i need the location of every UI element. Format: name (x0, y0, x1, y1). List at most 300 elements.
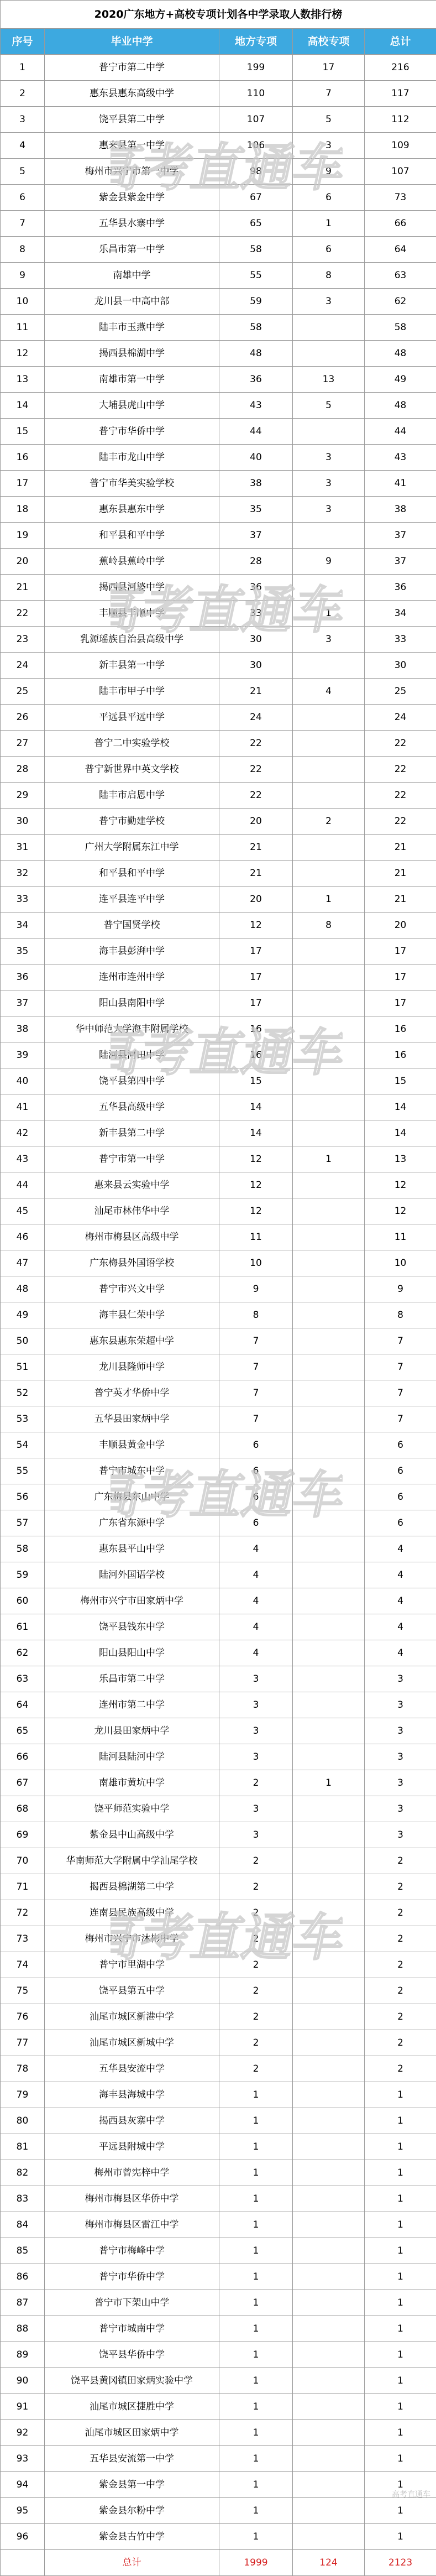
table-row (1, 912, 436, 938)
table-row (1, 705, 436, 731)
row-local: 48 (219, 341, 293, 367)
row-univ (293, 2030, 365, 2056)
row-school: 汕尾市城区新城中学 (45, 2030, 219, 2056)
row-school: 惠东县惠东中学 (45, 497, 219, 523)
row-total: 1 (365, 2394, 436, 2420)
row-total: 38 (365, 497, 436, 523)
table-row (1, 2108, 436, 2134)
row-univ (293, 1016, 365, 1042)
row-univ (293, 1692, 365, 1718)
row-total: 13 (365, 1146, 436, 1172)
row-total: 24 (365, 705, 436, 731)
table-row (1, 2004, 436, 2030)
table-row (1, 81, 436, 107)
row-univ (293, 861, 365, 887)
row-total: 6 (365, 1458, 436, 1484)
row-school: 南雄中学 (45, 263, 219, 289)
row-no: 94 (1, 2472, 45, 2498)
row-local: 30 (219, 627, 293, 653)
row-total: 11 (365, 1224, 436, 1250)
row-univ (293, 1926, 365, 1952)
row-school: 惠来县第一中学 (45, 133, 219, 159)
row-school: 紫金县古竹中学 (45, 2524, 219, 2550)
row-no: 11 (1, 315, 45, 341)
table-row (1, 1692, 436, 1718)
row-univ: 3 (293, 289, 365, 315)
row-local: 35 (219, 497, 293, 523)
table-row (1, 471, 436, 497)
row-no: 88 (1, 2316, 45, 2342)
row-school: 乐昌市第二中学 (45, 1666, 219, 1692)
row-total: 2 (365, 1978, 436, 2004)
row-school: 揭西县河婆中学 (45, 575, 219, 601)
row-univ (293, 757, 365, 783)
row-school: 五华县高级中学 (45, 1094, 219, 1120)
row-school: 普宁市第二中学 (45, 55, 219, 81)
row-local: 58 (219, 315, 293, 341)
row-no: 13 (1, 367, 45, 393)
row-total: 107 (365, 159, 436, 185)
table-row (1, 523, 436, 549)
row-total: 25 (365, 679, 436, 705)
row-univ: 3 (293, 445, 365, 471)
row-local: 17 (219, 938, 293, 964)
row-univ (293, 2316, 365, 2342)
table-row (1, 1562, 436, 1588)
row-no: 4 (1, 133, 45, 159)
row-univ: 6 (293, 237, 365, 263)
row-local: 16 (219, 1016, 293, 1042)
table-row (1, 289, 436, 315)
row-total: 2 (365, 1926, 436, 1952)
row-local: 12 (219, 1172, 293, 1198)
row-univ (293, 1198, 365, 1224)
row-school: 汕尾市林伟华中学 (45, 1198, 219, 1224)
row-total: 3 (365, 1744, 436, 1770)
row-total: 22 (365, 731, 436, 757)
row-school: 揭西县棉湖中学 (45, 341, 219, 367)
table-row (1, 601, 436, 627)
row-no: 43 (1, 1146, 45, 1172)
row-no: 58 (1, 1536, 45, 1562)
row-total: 30 (365, 653, 436, 679)
table-row (1, 1432, 436, 1458)
row-univ (293, 835, 365, 861)
row-total: 41 (365, 471, 436, 497)
row-univ: 1 (293, 1770, 365, 1796)
row-no: 84 (1, 2212, 45, 2238)
row-no: 27 (1, 731, 45, 757)
row-univ (293, 1640, 365, 1666)
row-univ (293, 1406, 365, 1432)
table-row (1, 2420, 436, 2446)
row-school: 海丰县海城中学 (45, 2082, 219, 2108)
row-total: 2 (365, 2056, 436, 2082)
row-no: 48 (1, 1276, 45, 1302)
row-total: 21 (365, 861, 436, 887)
table-row (1, 2160, 436, 2186)
row-univ: 13 (293, 367, 365, 393)
row-school: 饶平县第二中学 (45, 107, 219, 133)
row-school: 普宁市勤建学校 (45, 809, 219, 835)
watermark-text: 高考直通车 (111, 138, 343, 197)
row-no: 47 (1, 1250, 45, 1276)
row-school: 连州市连州中学 (45, 964, 219, 990)
row-local: 98 (219, 159, 293, 185)
row-school: 陆河县河田中学 (45, 1042, 219, 1068)
row-no: 90 (1, 2368, 45, 2394)
row-total: 1 (365, 2238, 436, 2264)
table-row (1, 809, 436, 835)
row-univ (293, 1848, 365, 1874)
row-school: 平远县附城中学 (45, 2134, 219, 2160)
row-no: 28 (1, 757, 45, 783)
table-row (1, 1120, 436, 1146)
row-local: 36 (219, 367, 293, 393)
table-row (1, 1380, 436, 1406)
watermark-text: 高考直通车 (111, 1908, 343, 1967)
row-no: 62 (1, 1640, 45, 1666)
row-univ (293, 1588, 365, 1614)
row-school: 阳山县南阳中学 (45, 990, 219, 1016)
row-school: 梅州市梅县区华侨中学 (45, 2186, 219, 2212)
row-local: 6 (219, 1458, 293, 1484)
row-local: 110 (219, 81, 293, 107)
row-local: 1 (219, 2290, 293, 2316)
row-no: 10 (1, 289, 45, 315)
row-total: 4 (365, 1614, 436, 1640)
row-school: 大埔县虎山中学 (45, 393, 219, 419)
row-local: 1 (219, 2524, 293, 2550)
table-row (1, 1302, 436, 1328)
row-no: 75 (1, 1978, 45, 2004)
row-univ (293, 2394, 365, 2420)
row-univ (293, 1562, 365, 1588)
row-school: 连平县连平中学 (45, 887, 219, 912)
row-no: 32 (1, 861, 45, 887)
row-total: 2 (365, 1874, 436, 1900)
row-local: 17 (219, 964, 293, 990)
row-local: 33 (219, 601, 293, 627)
row-school: 梅州市梅县区高级中学 (45, 1224, 219, 1250)
row-no: 39 (1, 1042, 45, 1068)
row-univ (293, 575, 365, 601)
row-univ (293, 2524, 365, 2550)
row-total: 66 (365, 211, 436, 237)
row-total: 48 (365, 341, 436, 367)
row-school: 梅州市曾宪梓中学 (45, 2160, 219, 2186)
row-school: 丰顺县黄金中学 (45, 1432, 219, 1458)
row-total: 34 (365, 601, 436, 627)
row-univ (293, 2004, 365, 2030)
row-no: 68 (1, 1796, 45, 1822)
row-local: 11 (219, 1224, 293, 1250)
row-total: 117 (365, 81, 436, 107)
row-univ (293, 1744, 365, 1770)
row-total: 37 (365, 549, 436, 575)
row-univ (293, 1380, 365, 1406)
row-total: 17 (365, 938, 436, 964)
row-local: 12 (219, 912, 293, 938)
header-local: 地方专项 (219, 29, 293, 55)
row-univ (293, 964, 365, 990)
row-local: 6 (219, 1510, 293, 1536)
row-total: 33 (365, 627, 436, 653)
row-school: 饶平师范实验中学 (45, 1796, 219, 1822)
row-school: 惠东县惠东荣超中学 (45, 1328, 219, 1354)
row-local: 9 (219, 1276, 293, 1302)
row-no: 51 (1, 1354, 45, 1380)
table-row (1, 1796, 436, 1822)
watermark-text: 高考直通车 (111, 581, 343, 640)
row-total: 3 (365, 1822, 436, 1848)
row-total: 4 (365, 1640, 436, 1666)
row-school: 梅州市兴宁市田家炳中学 (45, 1588, 219, 1614)
row-no: 46 (1, 1224, 45, 1250)
row-school: 揭西县棉湖第二中学 (45, 1874, 219, 1900)
row-total: 37 (365, 523, 436, 549)
row-total: 4 (365, 1562, 436, 1588)
row-no: 85 (1, 2238, 45, 2264)
row-no: 36 (1, 964, 45, 990)
row-univ (293, 315, 365, 341)
table-row (1, 237, 436, 263)
row-univ (293, 2082, 365, 2108)
row-school: 紫金县第一中学 (45, 2472, 219, 2498)
row-school: 平远县平远中学 (45, 705, 219, 731)
row-no: 59 (1, 1562, 45, 1588)
row-no: 96 (1, 2524, 45, 2550)
table-row (1, 1406, 436, 1432)
table-row (1, 1276, 436, 1302)
row-no: 24 (1, 653, 45, 679)
row-univ (293, 419, 365, 445)
row-no: 35 (1, 938, 45, 964)
row-no: 23 (1, 627, 45, 653)
row-local: 7 (219, 1328, 293, 1354)
row-local: 4 (219, 1614, 293, 1640)
table-row (1, 1614, 436, 1640)
total-label: 总计 (45, 2550, 219, 2576)
row-school: 汕尾市城区新港中学 (45, 2004, 219, 2030)
row-local: 2 (219, 1874, 293, 1900)
row-total: 1 (365, 2498, 436, 2524)
row-school: 普宁市第一中学 (45, 1146, 219, 1172)
row-school: 饶平县第五中学 (45, 1978, 219, 2004)
row-total: 1 (365, 2446, 436, 2472)
row-school: 陆丰市甲子中学 (45, 679, 219, 705)
row-local: 3 (219, 1744, 293, 1770)
row-univ (293, 1796, 365, 1822)
row-total: 15 (365, 1068, 436, 1094)
row-univ (293, 2342, 365, 2368)
row-univ: 5 (293, 107, 365, 133)
row-univ (293, 1484, 365, 1510)
table-row (1, 1978, 436, 2004)
row-univ: 3 (293, 471, 365, 497)
table-row (1, 1536, 436, 1562)
row-total: 1 (365, 2420, 436, 2446)
row-local: 20 (219, 809, 293, 835)
row-school: 普宁市下架山中学 (45, 2290, 219, 2316)
row-no: 29 (1, 783, 45, 809)
table-row (1, 938, 436, 964)
row-univ (293, 2368, 365, 2394)
row-no: 6 (1, 185, 45, 211)
table-row (1, 1354, 436, 1380)
row-total: 20 (365, 912, 436, 938)
row-univ: 6 (293, 185, 365, 211)
table-row (1, 861, 436, 887)
row-school: 龙川县隆师中学 (45, 1354, 219, 1380)
row-univ (293, 341, 365, 367)
row-local: 6 (219, 1432, 293, 1458)
row-total: 48 (365, 393, 436, 419)
row-univ (293, 2212, 365, 2238)
table-row (1, 1224, 436, 1250)
row-no: 91 (1, 2394, 45, 2420)
row-total: 12 (365, 1172, 436, 1198)
row-local: 2 (219, 1770, 293, 1796)
row-no: 95 (1, 2498, 45, 2524)
row-no: 64 (1, 1692, 45, 1718)
row-total: 2 (365, 1900, 436, 1926)
row-total: 21 (365, 835, 436, 861)
row-total: 3 (365, 1770, 436, 1796)
table-row (1, 1146, 436, 1172)
row-local: 1 (219, 2160, 293, 2186)
row-univ (293, 2498, 365, 2524)
row-total: 1 (365, 2264, 436, 2290)
row-univ: 1 (293, 211, 365, 237)
row-school: 和平县和平中学 (45, 861, 219, 887)
row-total: 73 (365, 185, 436, 211)
row-no: 49 (1, 1302, 45, 1328)
table-row (1, 1770, 436, 1796)
row-univ (293, 1276, 365, 1302)
table-row (1, 1172, 436, 1198)
row-total: 3 (365, 1692, 436, 1718)
row-univ (293, 2134, 365, 2160)
row-local: 59 (219, 289, 293, 315)
row-local: 1 (219, 2238, 293, 2264)
row-no: 25 (1, 679, 45, 705)
row-local: 1 (219, 2472, 293, 2498)
row-no: 5 (1, 159, 45, 185)
row-school: 普宁国贤学校 (45, 912, 219, 938)
row-school: 梅州市梅县区雷江中学 (45, 2212, 219, 2238)
table-row (1, 627, 436, 653)
table-row (1, 2446, 436, 2472)
row-local: 14 (219, 1120, 293, 1146)
row-no: 73 (1, 1926, 45, 1952)
row-no: 8 (1, 237, 45, 263)
table-row (1, 263, 436, 289)
row-school: 海丰县彭湃中学 (45, 938, 219, 964)
row-total: 4 (365, 1536, 436, 1562)
row-total: 1 (365, 2108, 436, 2134)
row-local: 22 (219, 731, 293, 757)
row-total: 44 (365, 419, 436, 445)
row-total: 1 (365, 2186, 436, 2212)
row-local: 6 (219, 1484, 293, 1510)
table-row (1, 2290, 436, 2316)
row-school: 普宁市城东中学 (45, 1458, 219, 1484)
row-school: 蕉岭县蕉岭中学 (45, 549, 219, 575)
row-local: 30 (219, 653, 293, 679)
row-total: 7 (365, 1328, 436, 1354)
row-total: 14 (365, 1120, 436, 1146)
row-local: 21 (219, 861, 293, 887)
row-total: 3 (365, 1796, 436, 1822)
row-total: 10 (365, 1250, 436, 1276)
row-school: 连州市第二中学 (45, 1692, 219, 1718)
row-no: 12 (1, 341, 45, 367)
row-local: 1 (219, 2420, 293, 2446)
row-no: 69 (1, 1822, 45, 1848)
table-row (1, 445, 436, 471)
row-univ (293, 1302, 365, 1328)
row-no: 53 (1, 1406, 45, 1432)
table-row (1, 990, 436, 1016)
row-local: 36 (219, 575, 293, 601)
row-no: 40 (1, 1068, 45, 1094)
row-total: 2 (365, 2030, 436, 2056)
table-row (1, 55, 436, 81)
row-no: 83 (1, 2186, 45, 2212)
table-row (1, 1588, 436, 1614)
row-school: 汕尾市城区捷胜中学 (45, 2394, 219, 2420)
header-univ: 高校专项 (293, 29, 365, 55)
row-total: 1 (365, 2524, 436, 2550)
row-local: 2 (219, 1978, 293, 2004)
row-univ (293, 1458, 365, 1484)
row-univ (293, 1614, 365, 1640)
row-local: 4 (219, 1536, 293, 1562)
row-univ: 17 (293, 55, 365, 81)
header-no: 序号 (1, 29, 45, 55)
row-no: 15 (1, 419, 45, 445)
row-local: 1 (219, 2082, 293, 2108)
row-total: 16 (365, 1042, 436, 1068)
row-total: 2 (365, 1848, 436, 1874)
row-school: 华中师范大学海丰附属学校 (45, 1016, 219, 1042)
row-school: 陆丰市龙山中学 (45, 445, 219, 471)
table-row (1, 964, 436, 990)
row-univ: 8 (293, 912, 365, 938)
table-row (1, 341, 436, 367)
row-local: 28 (219, 549, 293, 575)
row-univ: 3 (293, 497, 365, 523)
row-no: 60 (1, 1588, 45, 1614)
row-no: 17 (1, 471, 45, 497)
header-total: 总计 (365, 29, 436, 55)
table-row (1, 2134, 436, 2160)
row-no: 14 (1, 393, 45, 419)
table-row (1, 1822, 436, 1848)
row-total: 3 (365, 1666, 436, 1692)
row-no: 33 (1, 887, 45, 912)
row-total: 2 (365, 2004, 436, 2030)
row-local: 2 (219, 2056, 293, 2082)
row-school: 广东梅县外国语学校 (45, 1250, 219, 1276)
row-local: 38 (219, 471, 293, 497)
row-school: 饶平县黄冈镇田家炳实验中学 (45, 2368, 219, 2394)
row-univ (293, 1354, 365, 1380)
row-local: 65 (219, 211, 293, 237)
row-univ (293, 731, 365, 757)
row-school: 新丰县第二中学 (45, 1120, 219, 1146)
